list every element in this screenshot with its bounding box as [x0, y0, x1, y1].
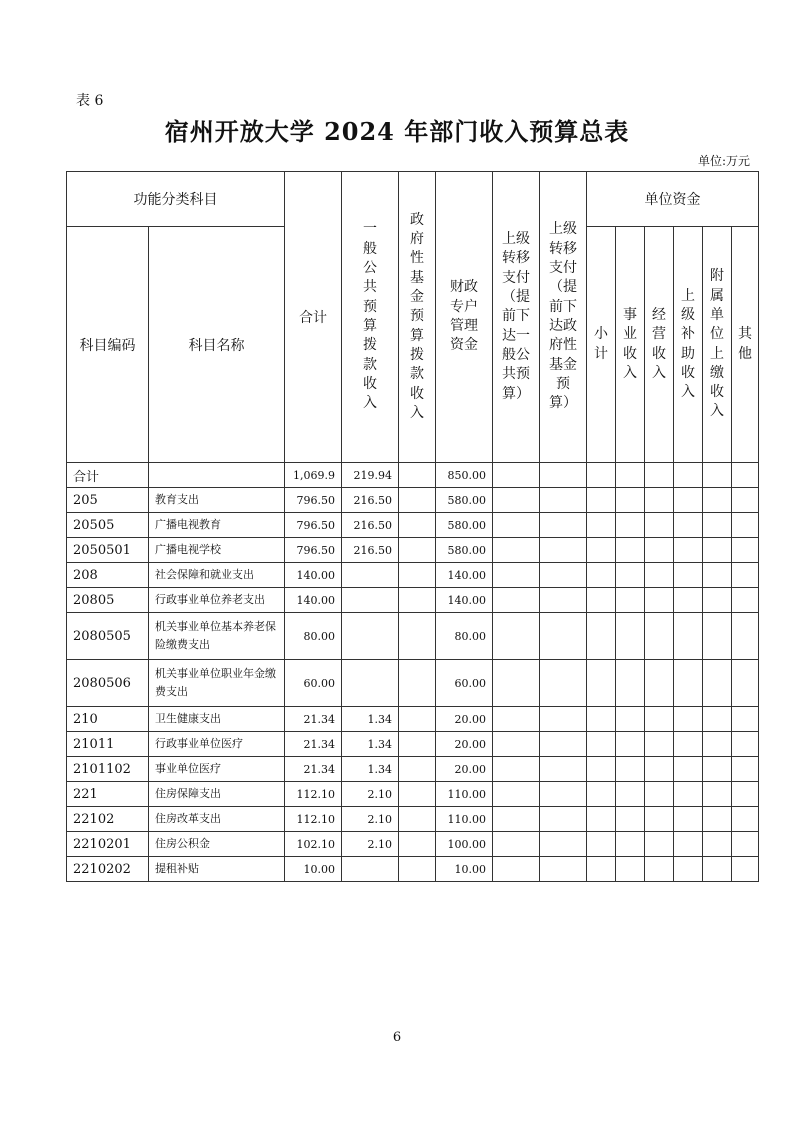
row-general [342, 588, 399, 613]
row-total: 140.00 [285, 588, 342, 613]
header-subsidy: 上级补助收入 [674, 227, 703, 463]
row-name: 教育支出 [149, 488, 285, 513]
row-special: 110.00 [436, 782, 493, 807]
row-total: 21.34 [285, 757, 342, 782]
row-special: 20.00 [436, 757, 493, 782]
row-fund [399, 463, 436, 488]
header-other: 其他 [732, 227, 759, 463]
row-total: 112.10 [285, 782, 342, 807]
table-row [67, 807, 759, 832]
row-fund [399, 732, 436, 757]
page-title: 宿州开放大学 2024 年部门收入预算总表 [164, 117, 630, 146]
row-special: 80.00 [436, 613, 493, 660]
row-total: 60.00 [285, 660, 342, 707]
row-name: 行政事业单位养老支出 [149, 588, 285, 613]
row-fund [399, 832, 436, 857]
header-special: 财政专户管理资金 [436, 172, 493, 463]
row-name [149, 463, 285, 488]
table-row [67, 732, 759, 757]
row-general: 216.50 [342, 538, 399, 563]
row-fund [399, 857, 436, 882]
row-special: 140.00 [436, 563, 493, 588]
row-fund [399, 807, 436, 832]
header-general: 一般公共预算拨款收入 [342, 172, 399, 463]
row-general: 1.34 [342, 732, 399, 757]
row-total: 796.50 [285, 538, 342, 563]
row-fund [399, 782, 436, 807]
row-special: 580.00 [436, 513, 493, 538]
row-general: 216.50 [342, 488, 399, 513]
row-fund [399, 707, 436, 732]
header-fund: 政府性基金预算拨款收入 [399, 172, 436, 463]
row-name: 广播电视教育 [149, 513, 285, 538]
row-code: 20505 [67, 513, 149, 538]
row-total: 1,069.9 [285, 463, 342, 488]
header-transfer-general: 上级转移支付（提前下达一般公共预算） [493, 172, 540, 463]
table-row [67, 463, 759, 488]
row-code: 合计 [67, 463, 149, 488]
row-fund [399, 563, 436, 588]
row-name: 住房公积金 [149, 832, 285, 857]
header-business: 事业收入 [616, 227, 645, 463]
row-code: 210 [67, 707, 149, 732]
row-code: 2101102 [67, 757, 149, 782]
row-name: 住房改革支出 [149, 807, 285, 832]
row-code: 2210201 [67, 832, 149, 857]
row-special: 20.00 [436, 732, 493, 757]
row-fund [399, 513, 436, 538]
budget-table [66, 171, 759, 882]
row-total: 112.10 [285, 807, 342, 832]
row-name: 提租补贴 [149, 857, 285, 882]
row-special: 20.00 [436, 707, 493, 732]
row-special: 140.00 [436, 588, 493, 613]
row-fund [399, 538, 436, 563]
row-total: 102.10 [285, 832, 342, 857]
row-total: 21.34 [285, 732, 342, 757]
table-row [67, 832, 759, 857]
row-total: 10.00 [285, 857, 342, 882]
header-unit-group: 单位资金 [587, 172, 759, 227]
row-code: 22102 [67, 807, 149, 832]
row-total: 140.00 [285, 563, 342, 588]
table-row [67, 707, 759, 732]
row-name: 社会保障和就业支出 [149, 563, 285, 588]
header-total: 合计 [285, 172, 342, 463]
table-row [67, 660, 759, 707]
header-function-group: 功能分类科目 [67, 172, 285, 227]
table-row [67, 563, 759, 588]
row-fund [399, 588, 436, 613]
row-total: 796.50 [285, 488, 342, 513]
table-row [67, 757, 759, 782]
row-special: 580.00 [436, 488, 493, 513]
row-general [342, 660, 399, 707]
page-number: 6 [392, 1030, 402, 1045]
row-name: 机关事业单位职业年金缴费支出 [149, 660, 285, 707]
table-label: 表 6 [76, 93, 104, 109]
row-code: 221 [67, 782, 149, 807]
row-general: 2.10 [342, 807, 399, 832]
row-special: 850.00 [436, 463, 493, 488]
table-row [67, 588, 759, 613]
table-row [67, 538, 759, 563]
row-special: 10.00 [436, 857, 493, 882]
header-code: 科目编码 [67, 227, 149, 463]
row-code: 2080505 [67, 613, 149, 660]
row-general [342, 613, 399, 660]
row-total: 21.34 [285, 707, 342, 732]
row-code: 2050501 [67, 538, 149, 563]
header-operating: 经营收入 [645, 227, 674, 463]
row-name: 机关事业单位基本养老保险缴费支出 [149, 613, 285, 660]
table-row [67, 857, 759, 882]
row-general [342, 857, 399, 882]
row-fund [399, 613, 436, 660]
row-name: 事业单位医疗 [149, 757, 285, 782]
header-subtotal: 小计 [587, 227, 616, 463]
row-name: 广播电视学校 [149, 538, 285, 563]
row-code: 20805 [67, 588, 149, 613]
row-name: 卫生健康支出 [149, 707, 285, 732]
row-fund [399, 660, 436, 707]
row-code: 2210202 [67, 857, 149, 882]
row-general: 1.34 [342, 707, 399, 732]
row-special: 580.00 [436, 538, 493, 563]
row-total: 80.00 [285, 613, 342, 660]
header-affiliated: 附属单位上缴收入 [703, 227, 732, 463]
table-row [67, 488, 759, 513]
row-name: 住房保障支出 [149, 782, 285, 807]
row-code: 21011 [67, 732, 149, 757]
row-general: 2.10 [342, 782, 399, 807]
row-general: 2.10 [342, 832, 399, 857]
row-special: 60.00 [436, 660, 493, 707]
row-code: 205 [67, 488, 149, 513]
row-code: 208 [67, 563, 149, 588]
row-general: 219.94 [342, 463, 399, 488]
row-name: 行政事业单位医疗 [149, 732, 285, 757]
row-fund [399, 757, 436, 782]
row-special: 100.00 [436, 832, 493, 857]
table-row [67, 513, 759, 538]
header-transfer-fund: 上级转移支付（提前下达政府性基金预算） [540, 172, 587, 463]
row-general: 216.50 [342, 513, 399, 538]
header-name: 科目名称 [149, 227, 285, 463]
table-row [67, 782, 759, 807]
row-general: 1.34 [342, 757, 399, 782]
row-special: 110.00 [436, 807, 493, 832]
row-total: 796.50 [285, 513, 342, 538]
unit-label: 单位:万元 [697, 154, 750, 168]
row-code: 2080506 [67, 660, 149, 707]
table-row [67, 613, 759, 660]
row-fund [399, 488, 436, 513]
row-general [342, 563, 399, 588]
